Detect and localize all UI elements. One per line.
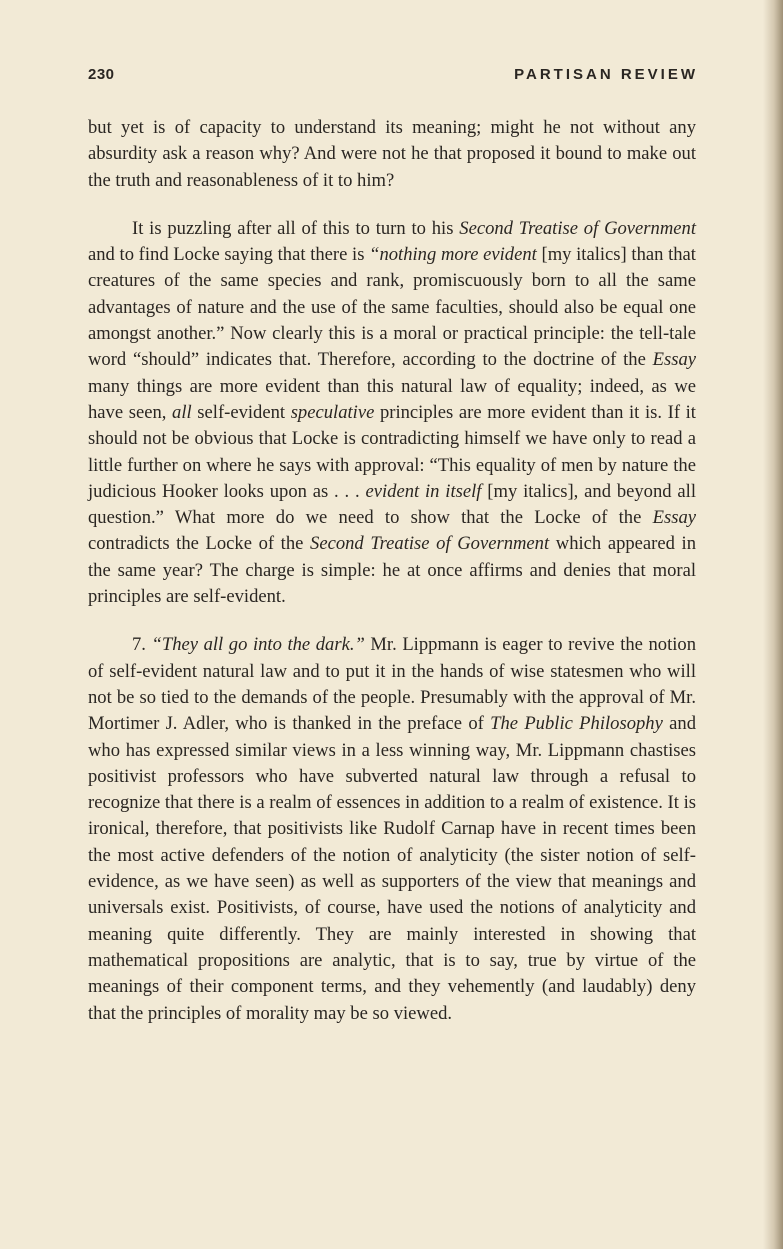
p2-italic-8: Second Treatise of Government (310, 533, 550, 555)
p2-italic-7: Essay (652, 507, 696, 529)
p3-text-1: 7. (132, 634, 152, 656)
paragraph-3 (88, 632, 696, 1026)
page-edge-shadow (763, 0, 783, 1249)
running-head: PARTISAN REVIEW (514, 66, 698, 83)
p2-text-8: contradicts the Locke of the (88, 533, 311, 555)
p2-italic-6: evident in itself (365, 480, 482, 502)
p2-italic-2: “nothing more evident (369, 244, 537, 266)
p3-italic-book-title: The Public Philosophy (490, 713, 663, 735)
p2-italic-3: Essay (652, 349, 696, 371)
p2-text-3: [my italics] than that creatures of the same species and rank, promiscuously born to all the same advantages of nature and the use of the same faculties, should also be equal one amongst another.” Now clearly this is a moral or practical principle: the tell-tale word “should” indicates that. Therefore, according to the doctrine of the (88, 244, 696, 371)
paragraph-2 (88, 216, 696, 610)
p2-text-1: It is puzzling after all of this to turn to his (132, 217, 460, 239)
page-header (88, 66, 698, 90)
p2-text-7: [my italics], and beyond all question.” What more do we need to show that the Locke of the (88, 480, 696, 529)
p3-section-heading: “They all go into the dark.” (151, 634, 365, 656)
page-number: 230 (88, 66, 115, 83)
p2-italic-1: Second Treatise of Government (459, 217, 696, 239)
p2-italic-4: all (172, 401, 192, 423)
p2-italic-5: speculative (290, 401, 375, 423)
p2-text-5: self-evident (191, 401, 291, 423)
p2-text-9: which appeared in the same year? The charge is simple: he at once affirms and denies that moral principles are self-evident. (88, 533, 696, 608)
p2-text-6: principles are more evident than it is. If it should not be obvious that Locke is contradicting himself we have only to read a little further on where he says with approval: “This equality of men by nature the judicious Hooker looks upon as . . . (88, 401, 696, 502)
paragraph-1: but yet is of capacity to understand its meaning; might he not without any absurdity ask a reason why? And were not he that proposed it bound to make out the truth and reasonableness of it to him? (88, 117, 696, 191)
p2-text-2: and to find Locke saying that there is (88, 244, 370, 266)
page-body (88, 115, 696, 1027)
p3-text-2: Mr. Lippmann is eager to revive the notion of self-evident natural law and to put it in the hands of wise statesmen who will not be so tied to the demands of the people. Presumably with the approval of Mr. Mortimer J. Adler, who is thanked in the preface of (88, 634, 697, 735)
p3-text-3: and who has expressed similar views in a less winning way, Mr. Lippmann chastises positivist professors who have subverted natural law through a refusal to recognize that there is a realm of essences in addition to a realm of existence. It is ironical, therefore, that positivists like Rudolf Carnap have in recent times been the most active defenders of the notion of analyticity (the sister notion of self-evidence, as we have seen) as well as supporters of the view that meanings and universals exist. Positivists, of course, have used the notions of analyticity and meaning quite differently. They are mainly interested in showing that mathematical propositions are analytic, that is to say, true by virtue of the meanings of their component terms, and they vehemently (and laudably) deny that the principles of morality may be so viewed. (88, 713, 697, 1024)
p2-text-4: many things are more evident than this natural law of equality; indeed, as we have seen, (88, 375, 696, 423)
